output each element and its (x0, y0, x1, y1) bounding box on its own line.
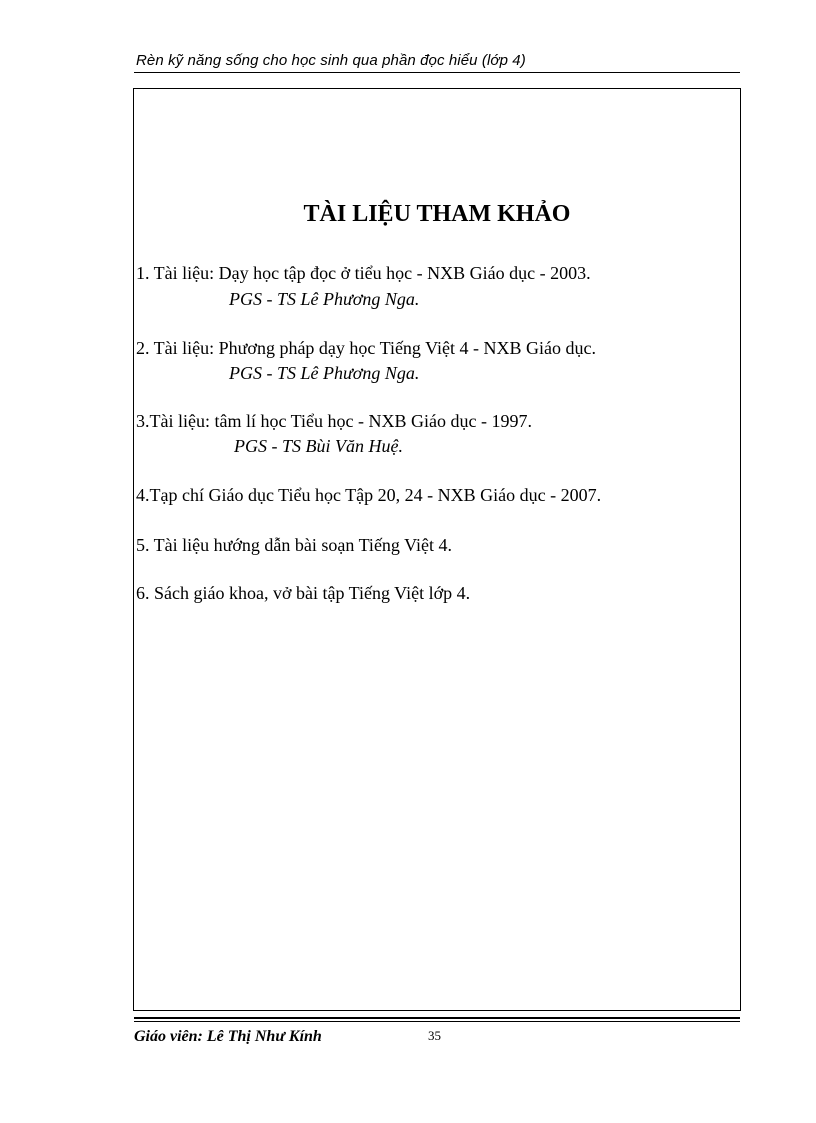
page-title: TÀI LIỆU THAM KHẢO (303, 201, 571, 227)
reference-item-1: 1. Tài liệu: Dạy học tập đọc ở tiểu học - NXB Giáo dục - 2003. (136, 263, 591, 283)
page-header (134, 50, 740, 73)
content-frame (133, 88, 741, 1011)
reference-author-3: PGS - TS Bùi Văn Huệ. (234, 436, 403, 456)
footer-rule-thin (134, 1021, 740, 1022)
reference-item-5: 5. Tài liệu hướng dẫn bài soạn Tiếng Việt 4. (136, 535, 453, 555)
reference-item-3: 3.Tài liệu: tâm lí học Tiểu học - NXB Giáo dục - 1997. (136, 411, 532, 431)
header-title: Rèn kỹ năng sống cho học sinh qua phần đọc hiểu (lớp 4) (136, 52, 526, 69)
reference-item-4: 4.Tạp chí Giáo dục Tiểu học Tập 20, 24 - NXB Giáo dục - 2007. (136, 485, 602, 505)
reference-item-6: 6. Sách giáo khoa, vở bài tập Tiếng Việt lớp 4. (136, 583, 471, 603)
footer-rule-thick (134, 1017, 740, 1019)
reference-author-1: PGS - TS Lê Phương Nga. (229, 289, 420, 309)
page-number: 35 (428, 1028, 441, 1043)
footer-teacher: Giáo viên: Lê Thị Như Kính (134, 1028, 322, 1045)
reference-item-2: 2. Tài liệu: Phương pháp dạy học Tiếng Việt 4 - NXB Giáo dục. (136, 338, 596, 358)
reference-author-2: PGS - TS Lê Phương Nga. (229, 363, 420, 383)
